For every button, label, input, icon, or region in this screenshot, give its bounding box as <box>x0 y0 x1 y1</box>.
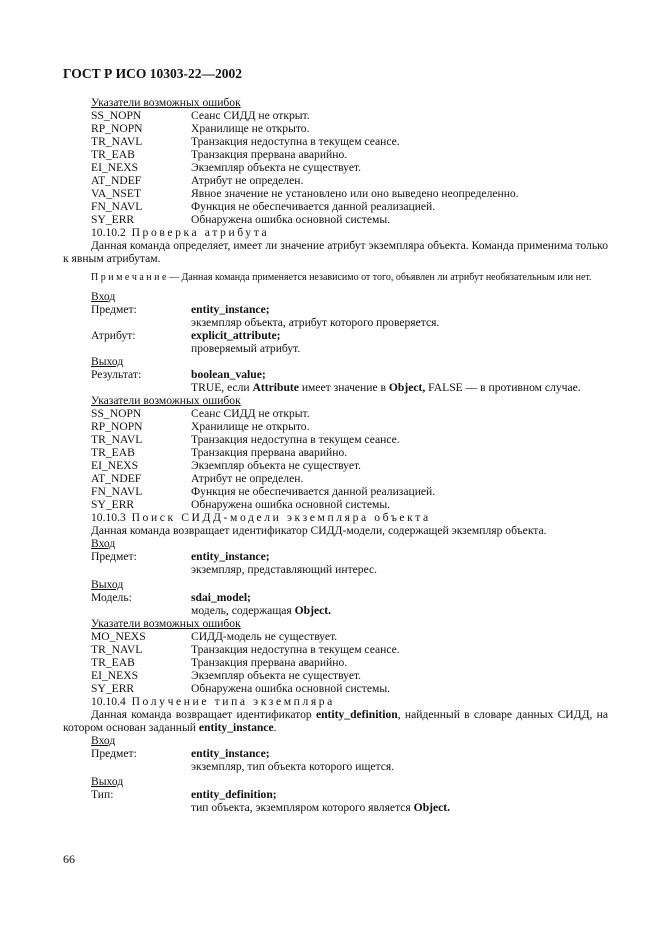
error-code: SY_ERR <box>91 681 135 695</box>
error-row <box>63 213 608 226</box>
error-list <box>63 630 608 695</box>
error-description: Транзакция недоступна в текущем сеансе. <box>191 432 400 446</box>
error-code: RP_NOPN <box>91 419 143 433</box>
error-list <box>63 109 608 226</box>
error-row <box>63 472 608 485</box>
section-10-10-3-heading: 10.10.3 Поиск СИДД-модели экземпляра объекта <box>91 510 431 524</box>
error-row <box>63 187 608 200</box>
error-description: Обнаружена ошибка основной системы. <box>191 681 391 695</box>
errors-heading: Указатели возможных ошибок <box>91 616 241 630</box>
error-row <box>63 433 608 446</box>
output-heading: Выход <box>91 774 124 788</box>
error-description: Сеанс СИДД не открыт. <box>191 406 310 420</box>
output-heading: Выход <box>91 354 124 368</box>
error-code: AT_NDEF <box>91 174 142 187</box>
error-code: FN_NAVL <box>91 484 143 498</box>
error-code: TR_EAB <box>91 148 135 161</box>
error-code: TR_NAVL <box>91 135 143 148</box>
error-description: Транзакция недоступна в текущем сеансе. <box>191 642 400 656</box>
error-description: Функция не обеспечивается данной реализацией. <box>191 484 436 498</box>
param-attribute: Атрибут: explicit_attribute; <box>91 328 281 342</box>
error-description: Транзакция прервана аварийно. <box>191 148 348 161</box>
error-row <box>63 109 608 122</box>
error-code: TR_NAVL <box>91 642 143 656</box>
error-row <box>63 682 608 695</box>
param-type: Тип: entity_definition; <box>91 787 277 801</box>
error-row <box>63 407 608 420</box>
errors-heading: Указатели возможных ошибок <box>91 96 241 109</box>
error-description: Обнаружена ошибка основной системы. <box>191 213 391 226</box>
error-description: Хранилище не открыто. <box>191 419 310 433</box>
error-description: Транзакция прервана аварийно. <box>191 445 348 459</box>
error-description: Транзакция недоступна в текущем сеансе. <box>191 135 400 148</box>
error-code: TR_EAB <box>91 655 135 669</box>
errors-heading: Указатели возможных ошибок <box>91 393 241 407</box>
param-subject: Предмет: entity_instance; <box>91 746 270 760</box>
error-code: SS_NOPN <box>91 406 142 420</box>
error-description: Хранилище не открыто. <box>191 122 310 135</box>
section-10-10-2-description: Данная команда определяет, имеет ли значение атрибут экземпляра объекта. Команда применима только к явным атрибутам. <box>63 239 608 265</box>
param-result: Результат: boolean_value; <box>91 367 266 381</box>
error-row <box>63 669 608 682</box>
error-row <box>63 459 608 472</box>
error-description: Атрибут не определен. <box>191 471 304 485</box>
error-code: MO_NEXS <box>91 629 146 643</box>
error-description: Экземпляр объекта не существует. <box>191 458 362 472</box>
error-code: RP_NOPN <box>91 122 143 135</box>
error-description: Экземпляр объекта не существует. <box>191 668 362 682</box>
output-heading: Выход <box>91 577 124 591</box>
error-row <box>63 161 608 174</box>
param-model-desc: модель, содержащая Object. <box>191 603 332 617</box>
error-description: Транзакция прервана аварийно. <box>191 655 348 669</box>
error-code: SS_NOPN <box>91 109 142 122</box>
page-number: 66 <box>63 852 75 866</box>
error-code: SY_ERR <box>91 497 135 511</box>
error-code: VA_NSET <box>91 187 142 200</box>
error-row <box>63 420 608 433</box>
param-result-desc: TRUE, если Attribute имеет значение в Object, FALSE — в противном случае. <box>191 380 581 394</box>
error-row <box>63 643 608 656</box>
error-code: TR_EAB <box>91 445 135 459</box>
section-10-10-4-description: Данная команда возвращает идентификатор entity_definition, найденный в словаре данных СИДД, на котором основан заданный entity_instance. <box>63 707 608 734</box>
error-row <box>63 200 608 213</box>
section-10-10-2-note: П р и м е ч а н и е — Данная команда применяется независимо от того, объявлен ли атрибут необязательным или нет. <box>91 272 592 283</box>
error-code: TR_NAVL <box>91 432 143 446</box>
error-description: СИДД-модель не существует. <box>191 629 338 643</box>
error-code: FN_NAVL <box>91 200 143 213</box>
input-heading: Вход <box>91 733 116 747</box>
section-10-10-4-heading: 10.10.4 Получение типа экземпляра <box>91 694 335 708</box>
error-row <box>63 498 608 511</box>
page-content <box>63 96 608 814</box>
error-description: Явное значение не установлено или оно выведено неопределенно. <box>191 187 519 200</box>
param-type-desc: тип объекта, экземпляром которого является Object. <box>191 800 451 814</box>
error-code: SY_ERR <box>91 213 135 226</box>
error-description: Экземпляр объекта не существует. <box>191 161 362 174</box>
error-code: EI_NEXS <box>91 458 139 472</box>
param-subject-desc: экземпляр, тип объекта которого ищется. <box>191 759 395 773</box>
error-row <box>63 135 608 148</box>
error-row <box>63 174 608 187</box>
error-row <box>63 630 608 643</box>
error-code: EI_NEXS <box>91 668 139 682</box>
section-10-10-3-description: Данная команда возвращает идентификатор СИДД-модели, содержащей экземпляр объекта. <box>91 523 547 537</box>
error-list <box>63 407 608 511</box>
error-code: AT_NDEF <box>91 471 142 485</box>
param-subject: Предмет: entity_instance; <box>91 549 270 563</box>
param-subject-desc: экземпляр, представляющий интерес. <box>191 562 378 576</box>
error-description: Атрибут не определен. <box>191 174 304 187</box>
param-subject: Предмет: entity_instance; <box>91 302 270 316</box>
param-attribute-desc: проверяемый атрибут. <box>191 341 301 355</box>
error-row <box>63 446 608 459</box>
error-row <box>63 122 608 135</box>
input-heading: Вход <box>91 289 116 303</box>
error-description: Функция не обеспечивается данной реализацией. <box>191 200 436 213</box>
error-row <box>63 148 608 161</box>
param-subject-desc: экземпляр объекта, атрибут которого проверяется. <box>191 315 440 329</box>
document-header: ГОСТ Р ИСО 10303-22—2002 <box>63 66 243 81</box>
error-description: Сеанс СИДД не открыт. <box>191 109 310 122</box>
error-code: EI_NEXS <box>91 161 139 174</box>
input-heading: Вход <box>91 536 116 550</box>
error-description: Обнаружена ошибка основной системы. <box>191 497 391 511</box>
param-model: Модель: sdai_model; <box>91 590 251 604</box>
error-row <box>63 656 608 669</box>
section-10-10-2-heading: 10.10.2 Проверка атрибута <box>91 226 270 239</box>
error-row <box>63 485 608 498</box>
